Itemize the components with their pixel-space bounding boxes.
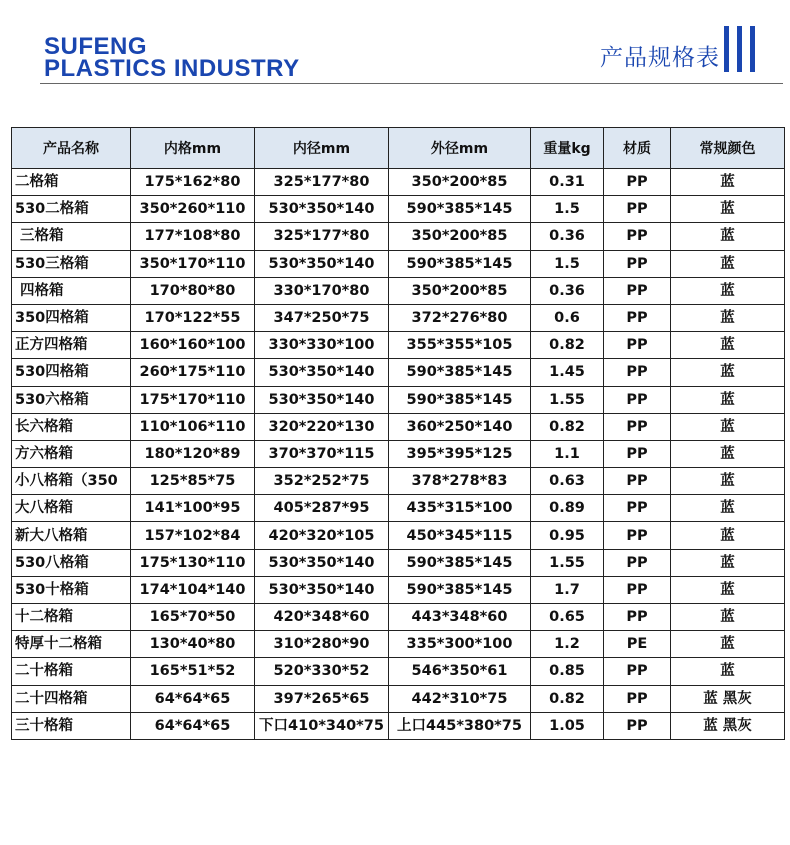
brand-line-1: SUFENG [44, 33, 148, 60]
cell-product-name: 小八格箱（350 [12, 468, 131, 495]
column-header-weight: 重量kg [531, 128, 604, 169]
cell-product-name: 长六格箱 [12, 413, 131, 440]
table-row [12, 386, 785, 413]
cell-color: 蓝 [671, 522, 785, 549]
cell-inner-grid: 157*102*84 [131, 522, 255, 549]
cell-weight: 1.1 [531, 440, 604, 467]
cell-color: 蓝 [671, 413, 785, 440]
column-header-inner-dim: 内径mm [255, 128, 389, 169]
cell-weight: 0.82 [531, 332, 604, 359]
cell-color: 蓝 黑灰 [671, 712, 785, 739]
cell-weight: 1.5 [531, 196, 604, 223]
page-title: 产品规格表 [600, 45, 720, 71]
cell-material: PE [604, 631, 671, 658]
cell-weight: 0.89 [531, 495, 604, 522]
cell-product-name: 二十格箱 [12, 658, 131, 685]
cell-outer-dim: 355*355*105 [389, 332, 531, 359]
cell-material: PP [604, 413, 671, 440]
cell-inner-dim: 420*348*60 [255, 604, 389, 631]
table-row [12, 549, 785, 576]
cell-inner-dim: 325*177*80 [255, 169, 389, 196]
cell-inner-dim: 530*350*140 [255, 359, 389, 386]
table-row [12, 685, 785, 712]
cell-inner-dim: 530*350*140 [255, 250, 389, 277]
cell-weight: 1.2 [531, 631, 604, 658]
cell-weight: 0.63 [531, 468, 604, 495]
cell-weight: 0.31 [531, 169, 604, 196]
cell-product-name: 四格箱 [12, 277, 131, 304]
cell-weight: 0.36 [531, 223, 604, 250]
cell-outer-dim: 546*350*61 [389, 658, 531, 685]
cell-inner-dim: 530*350*140 [255, 386, 389, 413]
cell-outer-dim: 435*315*100 [389, 495, 531, 522]
table-row [12, 169, 785, 196]
cell-inner-grid: 64*64*65 [131, 685, 255, 712]
cell-color: 蓝 [671, 468, 785, 495]
cell-inner-grid: 125*85*75 [131, 468, 255, 495]
cell-material: PP [604, 658, 671, 685]
cell-product-name: 特厚十二格箱 [12, 631, 131, 658]
cell-inner-grid: 141*100*95 [131, 495, 255, 522]
cell-color: 蓝 [671, 196, 785, 223]
cell-color: 蓝 黑灰 [671, 685, 785, 712]
cell-inner-dim: 352*252*75 [255, 468, 389, 495]
table-row [12, 440, 785, 467]
cell-product-name: 530四格箱 [12, 359, 131, 386]
table-row [12, 522, 785, 549]
cell-inner-grid: 175*170*110 [131, 386, 255, 413]
cell-color: 蓝 [671, 440, 785, 467]
cell-inner-grid: 175*130*110 [131, 549, 255, 576]
cell-inner-grid: 260*175*110 [131, 359, 255, 386]
column-header-inner-grid: 内格mm [131, 128, 255, 169]
cell-weight: 1.55 [531, 549, 604, 576]
cell-material: PP [604, 685, 671, 712]
cell-inner-grid: 170*122*55 [131, 304, 255, 331]
table-row [12, 576, 785, 603]
cell-inner-grid: 64*64*65 [131, 712, 255, 739]
cell-inner-grid: 165*51*52 [131, 658, 255, 685]
cell-product-name: 正方四格箱 [12, 332, 131, 359]
cell-inner-grid: 350*170*110 [131, 250, 255, 277]
cell-product-name: 二格箱 [12, 169, 131, 196]
cell-product-name: 350四格箱 [12, 304, 131, 331]
cell-outer-dim: 350*200*85 [389, 223, 531, 250]
table-row [12, 223, 785, 250]
table-row [12, 277, 785, 304]
table-row [12, 658, 785, 685]
cell-material: PP [604, 712, 671, 739]
table-row [12, 304, 785, 331]
cell-material: PP [604, 468, 671, 495]
cell-material: PP [604, 359, 671, 386]
cell-inner-dim: 405*287*95 [255, 495, 389, 522]
cell-color: 蓝 [671, 304, 785, 331]
spec-table [11, 127, 785, 740]
cell-outer-dim: 442*310*75 [389, 685, 531, 712]
table-header-row [12, 128, 785, 169]
cell-inner-dim: 397*265*65 [255, 685, 389, 712]
cell-inner-grid: 174*104*140 [131, 576, 255, 603]
cell-product-name: 530二格箱 [12, 196, 131, 223]
cell-product-name: 530八格箱 [12, 549, 131, 576]
cell-weight: 0.82 [531, 685, 604, 712]
cell-outer-dim: 590*385*145 [389, 549, 531, 576]
cell-weight: 1.05 [531, 712, 604, 739]
cell-material: PP [604, 304, 671, 331]
cell-material: PP [604, 604, 671, 631]
cell-outer-dim: 335*300*100 [389, 631, 531, 658]
cell-inner-grid: 165*70*50 [131, 604, 255, 631]
cell-inner-dim: 420*320*105 [255, 522, 389, 549]
cell-outer-dim: 360*250*140 [389, 413, 531, 440]
cell-color: 蓝 [671, 386, 785, 413]
table-row [12, 468, 785, 495]
cell-inner-dim: 530*350*140 [255, 576, 389, 603]
cell-material: PP [604, 223, 671, 250]
table-row [12, 250, 785, 277]
cell-material: PP [604, 549, 671, 576]
cell-color: 蓝 [671, 495, 785, 522]
cell-outer-dim: 590*385*145 [389, 359, 531, 386]
cell-material: PP [604, 495, 671, 522]
cell-material: PP [604, 440, 671, 467]
cell-inner-grid: 170*80*80 [131, 277, 255, 304]
table-row [12, 495, 785, 522]
header-divider [40, 83, 783, 84]
cell-material: PP [604, 196, 671, 223]
column-header-material: 材质 [604, 128, 671, 169]
table-row [12, 196, 785, 223]
cell-product-name: 二十四格箱 [12, 685, 131, 712]
cell-outer-dim: 372*276*80 [389, 304, 531, 331]
cell-weight: 0.65 [531, 604, 604, 631]
cell-inner-dim: 370*370*115 [255, 440, 389, 467]
cell-inner-dim: 330*330*100 [255, 332, 389, 359]
column-header-name: 产品名称 [12, 128, 131, 169]
cell-product-name: 大八格箱 [12, 495, 131, 522]
cell-color: 蓝 [671, 332, 785, 359]
brand-logo [44, 33, 300, 82]
brand-line-2: PLASTICS INDUSTRY [44, 55, 300, 82]
table-row [12, 332, 785, 359]
cell-material: PP [604, 250, 671, 277]
cell-outer-dim: 378*278*83 [389, 468, 531, 495]
cell-color: 蓝 [671, 631, 785, 658]
cell-color: 蓝 [671, 250, 785, 277]
cell-weight: 0.85 [531, 658, 604, 685]
cell-product-name: 530六格箱 [12, 386, 131, 413]
cell-weight: 1.45 [531, 359, 604, 386]
cell-outer-dim: 590*385*145 [389, 576, 531, 603]
table-row [12, 413, 785, 440]
cell-color: 蓝 [671, 604, 785, 631]
cell-outer-dim: 590*385*145 [389, 196, 531, 223]
cell-weight: 1.7 [531, 576, 604, 603]
cell-color: 蓝 [671, 277, 785, 304]
cell-inner-grid: 177*108*80 [131, 223, 255, 250]
cell-product-name: 530十格箱 [12, 576, 131, 603]
cell-inner-dim: 320*220*130 [255, 413, 389, 440]
table-row [12, 359, 785, 386]
cell-weight: 1.5 [531, 250, 604, 277]
table-row [12, 631, 785, 658]
cell-inner-dim: 347*250*75 [255, 304, 389, 331]
cell-weight: 1.55 [531, 386, 604, 413]
cell-material: PP [604, 169, 671, 196]
column-header-outer-dim: 外径mm [389, 128, 531, 169]
cell-product-name: 三十格箱 [12, 712, 131, 739]
cell-product-name: 方六格箱 [12, 440, 131, 467]
cell-inner-grid: 130*40*80 [131, 631, 255, 658]
cell-product-name: 十二格箱 [12, 604, 131, 631]
cell-outer-dim: 450*345*115 [389, 522, 531, 549]
cell-weight: 0.95 [531, 522, 604, 549]
cell-inner-dim: 530*350*140 [255, 196, 389, 223]
cell-inner-dim: 下口410*340*75 [255, 712, 389, 739]
cell-outer-dim: 443*348*60 [389, 604, 531, 631]
cell-inner-dim: 530*350*140 [255, 549, 389, 576]
column-header-color: 常规颜色 [671, 128, 785, 169]
cell-weight: 0.6 [531, 304, 604, 331]
cell-inner-grid: 110*106*110 [131, 413, 255, 440]
cell-outer-dim: 350*200*85 [389, 169, 531, 196]
cell-inner-grid: 350*260*110 [131, 196, 255, 223]
cell-inner-grid: 175*162*80 [131, 169, 255, 196]
cell-product-name: 三格箱 [12, 223, 131, 250]
cell-outer-dim: 590*385*145 [389, 250, 531, 277]
table-row [12, 712, 785, 739]
cell-outer-dim: 395*395*125 [389, 440, 531, 467]
title-bars-icon [722, 26, 758, 72]
cell-outer-dim: 上口445*380*75 [389, 712, 531, 739]
cell-outer-dim: 350*200*85 [389, 277, 531, 304]
cell-inner-grid: 180*120*89 [131, 440, 255, 467]
cell-product-name: 新大八格箱 [12, 522, 131, 549]
cell-material: PP [604, 277, 671, 304]
cell-material: PP [604, 332, 671, 359]
cell-material: PP [604, 386, 671, 413]
cell-color: 蓝 [671, 658, 785, 685]
cell-color: 蓝 [671, 549, 785, 576]
cell-color: 蓝 [671, 169, 785, 196]
cell-inner-dim: 325*177*80 [255, 223, 389, 250]
cell-inner-dim: 330*170*80 [255, 277, 389, 304]
cell-inner-grid: 160*160*100 [131, 332, 255, 359]
cell-weight: 0.82 [531, 413, 604, 440]
cell-inner-dim: 520*330*52 [255, 658, 389, 685]
cell-product-name: 530三格箱 [12, 250, 131, 277]
cell-weight: 0.36 [531, 277, 604, 304]
cell-color: 蓝 [671, 576, 785, 603]
table-row [12, 604, 785, 631]
cell-inner-dim: 310*280*90 [255, 631, 389, 658]
cell-outer-dim: 590*385*145 [389, 386, 531, 413]
cell-color: 蓝 [671, 359, 785, 386]
cell-color: 蓝 [671, 223, 785, 250]
cell-material: PP [604, 522, 671, 549]
cell-material: PP [604, 576, 671, 603]
